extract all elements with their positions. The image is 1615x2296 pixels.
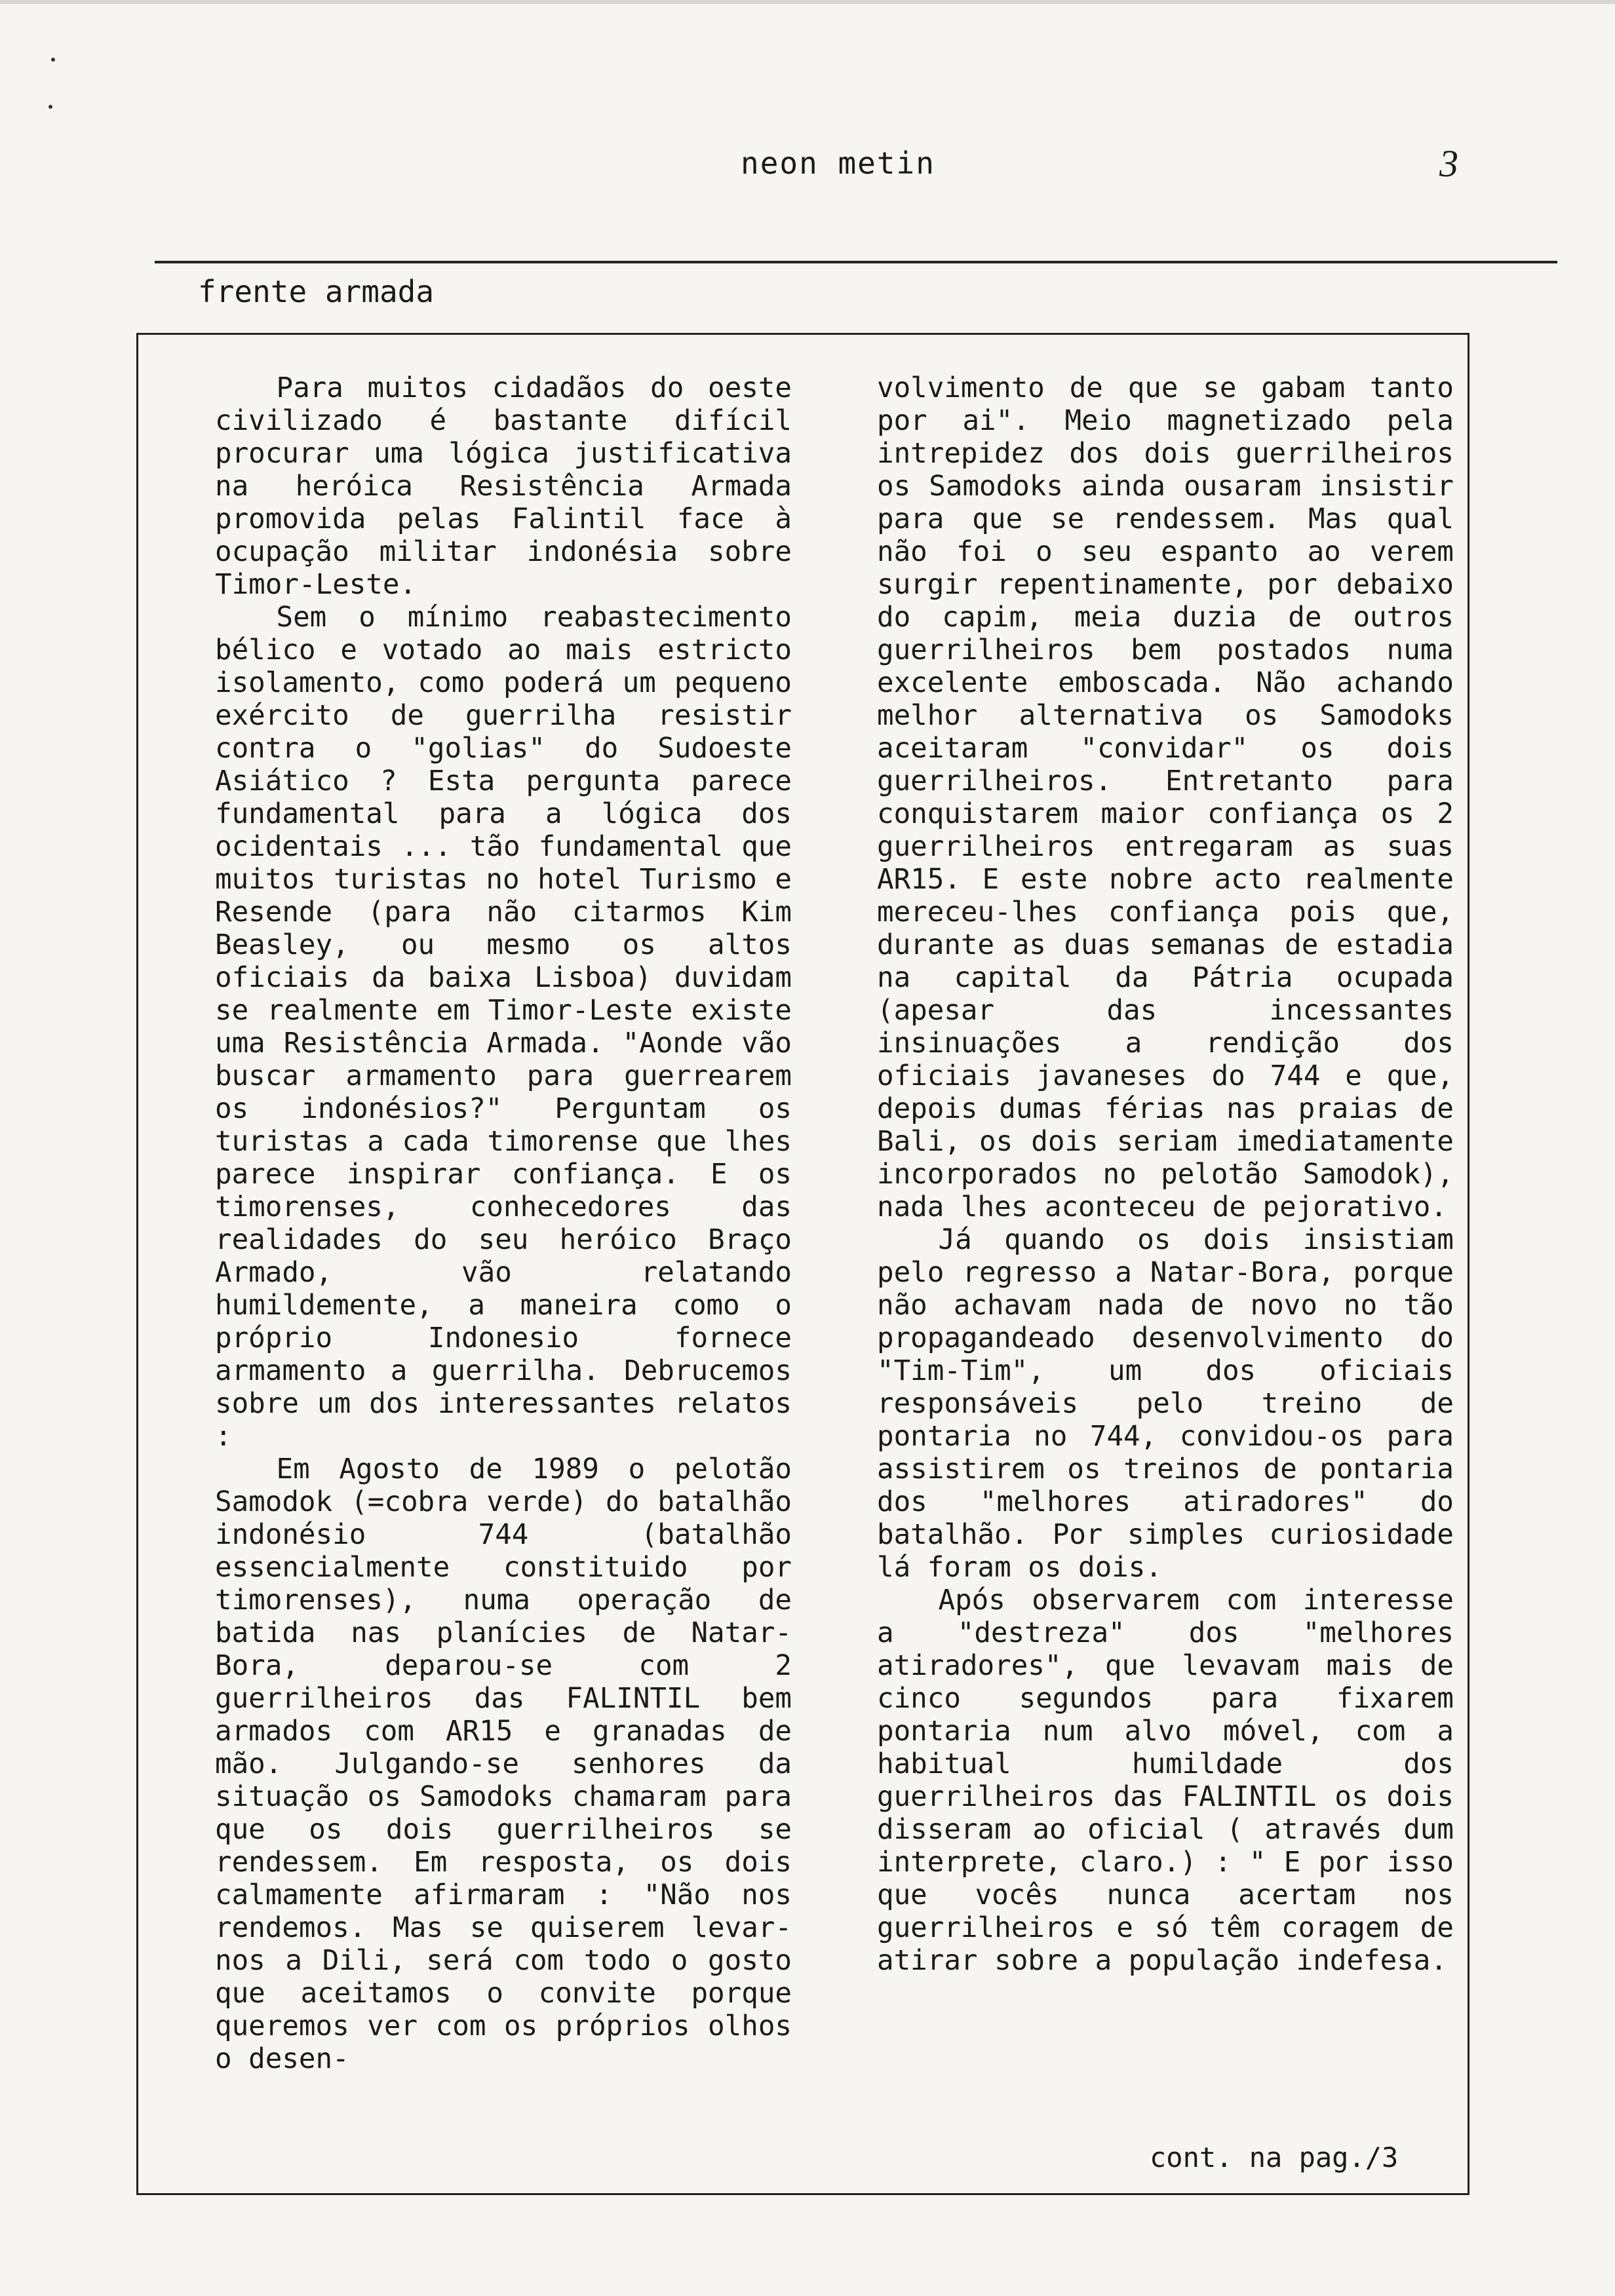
continuation-note: cont. na pag./3: [1150, 2141, 1399, 2173]
paragraph: Já quando os dois insistiam pelo regresso a Natar-Bora, porque não achavam nada de novo no tão propagandeado desenvolvimento do "Tim-Tim", um dos oficiais responsáveis pelo treino de pontaria no 744, convidou-os para assistirem os treinos de pontaria dos "melhores atiradores" do batalhão. Por simples curiosidade lá foram os dois.: [877, 1224, 1454, 1584]
page-number: 3: [1439, 142, 1458, 185]
paragraph: Sem o mínimo reabastecimento bélico e votado ao mais estricto isolamento, como poderá um pequeno exército de guerrilha resistir contra o "golias" do Sudoeste Asiático ? Esta pergunta parece fundamental para a lógica dos ocidentais ... tão fundamental que muitos turistas no hotel Turismo e Resende (para não citarmos Kim Beasley, ou mesmo os altos oficiais da baixa Lisboa) duvidam se realmente em Timor-Leste existe uma Resistência Armada. "Aonde vão buscar armamento para guerrearem os indonésios?" Perguntam os turistas a cada timorense que lhes parece inspirar confiança. E os timorenses, conhecedores das realidades do seu heróico Braço Armado, vão relatando humildemente, a maneira como o próprio Indonesio fornece armamento a guerrilha. Debrucemos sobre um dos interessantes relatos :: [215, 602, 792, 1453]
scan-top-edge: [0, 0, 1615, 4]
scan-speck: [51, 58, 55, 62]
paragraph: Após observarem com interesse a "destreza" dos "melhores atiradores", que levavam mais de cinco segundos para fixarem pontaria num alvo móvel, com a habitual humildade dos guerrilheiros das FALINTIL os dois disseram ao oficial ( através dum interprete, claro.) : " E por isso que vocês nunca acertam nos guerrilheiros e só têm coragem de atirar sobre a população indefesa.: [877, 1584, 1454, 1977]
header-rule: [155, 261, 1557, 263]
scan-speck: [49, 105, 52, 109]
section-label: frente armada: [198, 274, 435, 309]
paragraph: Em Agosto de 1989 o pelotão Samodok (=cobra verde) do batalhão indonésio 744 (batalhão essencialmente constituido por timorenses), numa operação de batida nas planícies de Natar-Bora, deparou-se com 2 guerrilheiros das FALINTIL bem armados com AR15 e granadas de mão. Julgando-se senhores da situação os Samodoks chamaram para que os dois guerrilheiros se rendessem. Em resposta, os dois calmamente afirmaram : "Não nos rendemos. Mas se quiserem levar-nos a Dili, será com todo o gosto que aceitamos o convite porque queremos ver com os próprios olhos o desen-: [215, 1453, 792, 2075]
running-title: neon metin: [741, 145, 935, 181]
article-column-left: [215, 372, 792, 2076]
paragraph: Para muitos cidadãos do oeste civilizado é bastante difícil procurar uma lógica justificativa na heróica Resistência Armada promovida pelas Falintil face à ocupação militar indonésia sobre Timor-Leste.: [215, 372, 792, 601]
paragraph: volvimento de que se gabam tanto por ai". Meio magnetizado pela intrepidez dos dois guerrilheiros os Samodoks ainda ousaram insistir para que se rendessem. Mas qual não foi o seu espanto ao verem surgir repentinamente, por debaixo do capim, meia duzia de outros guerrilheiros bem postados numa excelente emboscada. Não achando melhor alternativa os Samodoks aceitaram "convidar" os dois guerrilheiros. Entretanto para conquistarem maior confiança os 2 guerrilheiros entregaram as suas AR15. E este nobre acto realmente mereceu-lhes confiança pois que, durante as duas semanas de estadia na capital da Pátria ocupada (apesar das incessantes insinuações a rendição dos oficiais javaneses do 744 e que, depois dumas férias nas praias de Bali, os dois seriam imediatamente incorporados no pelotão Samodok), nada lhes aconteceu de pejorativo.: [877, 372, 1454, 1223]
article-column-right: [877, 372, 1454, 1978]
